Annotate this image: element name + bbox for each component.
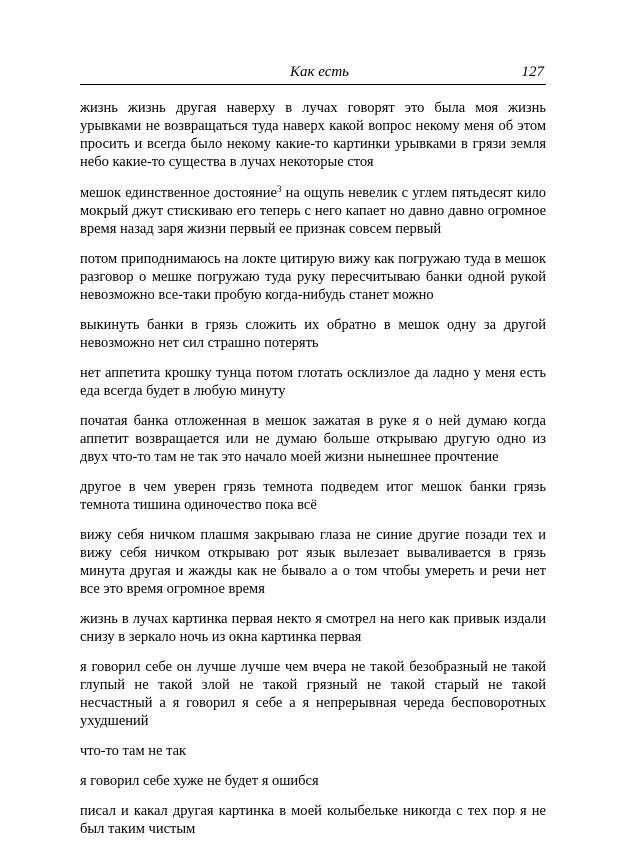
paragraph-11: что-то там не так [80,743,187,759]
paragraph-5: нет аппетита крошку тунца потом глотать осклизлое да ладно у меня есть еда всегда будет в любую минуту [80,365,546,399]
paragraph-2-start: мешок единственное достояние [80,185,277,201]
paragraph-4: выкинуть банки в грязь сложить их обратно в мешок одну за другой невозможно нет сил страшно потерять [80,317,546,351]
running-header [80,64,546,85]
running-title: Как есть [290,64,350,80]
paragraph-1: жизнь жизнь другая наверху в лучах говорят это была моя жизнь урывками не возвращаться туда наверх какой вопрос некому меня об этом просить и всегда было некому какие-то картинки урывками в грязи земля небо какие-то существа в лучах некоторые стоя [80,100,546,170]
paragraph-2-rest: на ощупь невелик с углем пятьдесят кило мокрый джут стискиваю его теперь с него капает но давно давно огромное время назад заря жизни первый ее признак совсем первый [80,185,547,237]
paragraph-3: потом приподнимаюсь на локте цитирую вижу как погружаю туда в мешок разговор о мешке погружаю туда руку пересчитываю банки одной рукой невозможно все-таки пробую когда-нибудь станет можно [80,251,546,303]
paragraph-10: я говорил себе он лучше лучше чем вчера не такой безобразный не такой глупый не такой злой не такой грязный не такой старый не такой несчастный а я говорил я себе а я непрерывная череда бесповоротных ухудшений [80,659,546,729]
paragraph-8: вижу себя ничком плашмя закрываю глаза не синие другие позади тех и вижу себя ничком открываю рот язык вылезает вываливается в грязь минута другая и жажды как не бывало а о том чтобы умереть и речи нет все это время огромное время [80,527,546,597]
paragraph-7: другое в чем уверен грязь темнота подведем итог мешок банки грязь темнота тишина одиночество пока всё [80,479,546,513]
paragraph-6: початая банка отложенная в мешок зажатая в руке я о ней думаю когда аппетит возвращается или не думаю больше открываю другую одно из двух что-то там не так это начало моей жизни нынешнее прочтение [80,413,546,465]
footnote-marker: 3 [276,184,282,194]
page-number: 127 [521,64,544,80]
paragraph-12: я говорил себе хуже не будет я ошибся [80,773,319,789]
paragraph-9: жизнь в лучах картинка первая некто я смотрел на него как привык издали снизу в зеркало ночь из окна картинка первая [80,611,546,645]
paragraph-2 [80,184,546,238]
paragraph-13: писал и какал другая картинка в моей колыбельке никогда с тех пор я не был таким чистым [80,803,546,837]
body-text [80,99,546,850]
